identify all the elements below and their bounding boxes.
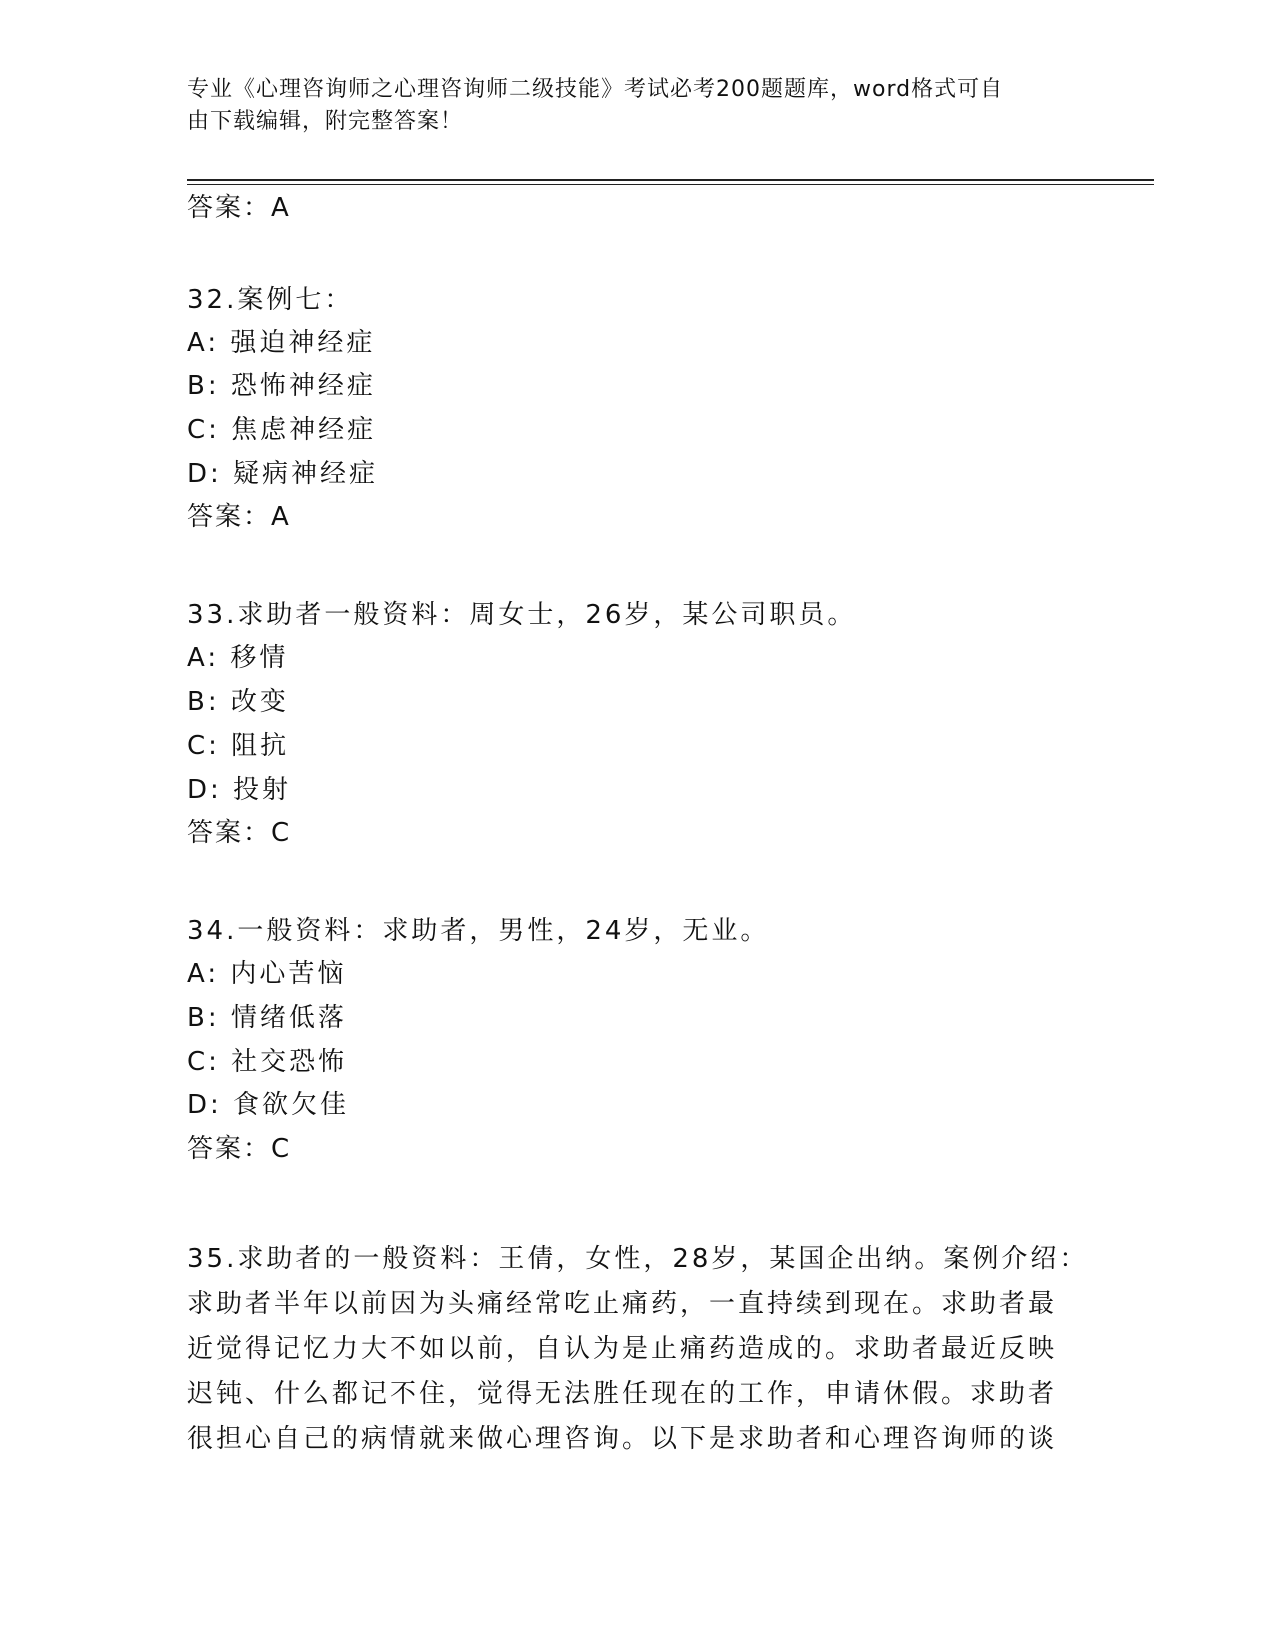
question-35-line-2: 求助者半年以前因为头痛经常吃止痛药，一直持续到现在。求助者最 <box>187 1289 1058 1319</box>
answer-34: 答案：C <box>187 1134 292 1164</box>
header-line-1: 专业《心理咨询师之心理咨询师二级技能》考试必考200题题库，word格式可自 <box>187 77 1004 102</box>
question-35-line-5: 很担心自己的病情就来做心理咨询。以下是求助者和心理咨询师的谈 <box>187 1424 1058 1454</box>
question-33-option-b: B: 改变 <box>187 687 289 717</box>
question-32-option-b: B: 恐怖神经症 <box>187 371 376 401</box>
header-divider-thick <box>187 179 1154 181</box>
question-32-option-a: A: 强迫神经症 <box>187 328 376 358</box>
answer-32: 答案：A <box>187 502 291 532</box>
question-34-option-c: C: 社交恐怖 <box>187 1047 348 1077</box>
question-32-option-d: D: 疑病神经症 <box>187 459 379 489</box>
question-34-option-b: B: 情绪低落 <box>187 1003 347 1033</box>
question-35-line-4: 迟钝、什么都记不住，觉得无法胜任现在的工作，申请休假。求助者 <box>187 1379 1058 1409</box>
header-line-2: 由下载编辑，附完整答案！ <box>187 109 464 134</box>
answer-33: 答案：C <box>187 818 292 848</box>
answer-31: 答案：A <box>187 193 291 223</box>
question-35-line-3: 近觉得记忆力大不如以前，自认为是止痛药造成的。求助者最近反映 <box>187 1334 1058 1364</box>
question-34-stem: 34.一般资料：求助者，男性，24岁，无业。 <box>187 916 770 946</box>
question-33-option-d: D: 投射 <box>187 775 292 805</box>
question-33-option-a: A: 移情 <box>187 643 289 673</box>
question-35-text <box>187 1237 1089 1462</box>
header-divider-thin <box>187 184 1154 185</box>
question-33-option-c: C: 阻抗 <box>187 731 290 761</box>
question-34-option-a: A: 内心苦恼 <box>187 959 347 989</box>
question-34-option-d: D: 食欲欠佳 <box>187 1090 350 1120</box>
question-32-option-c: C: 焦虑神经症 <box>187 415 377 445</box>
question-32-stem: 32.案例七： <box>187 285 354 315</box>
document-header <box>187 74 1067 138</box>
question-35-line-1: 35.求助者的一般资料：王倩，女性，28岁，某国企出纳。案例介绍： <box>187 1244 1089 1274</box>
question-33-stem: 33.求助者一般资料：周女士，26岁，某公司职员。 <box>187 600 857 630</box>
